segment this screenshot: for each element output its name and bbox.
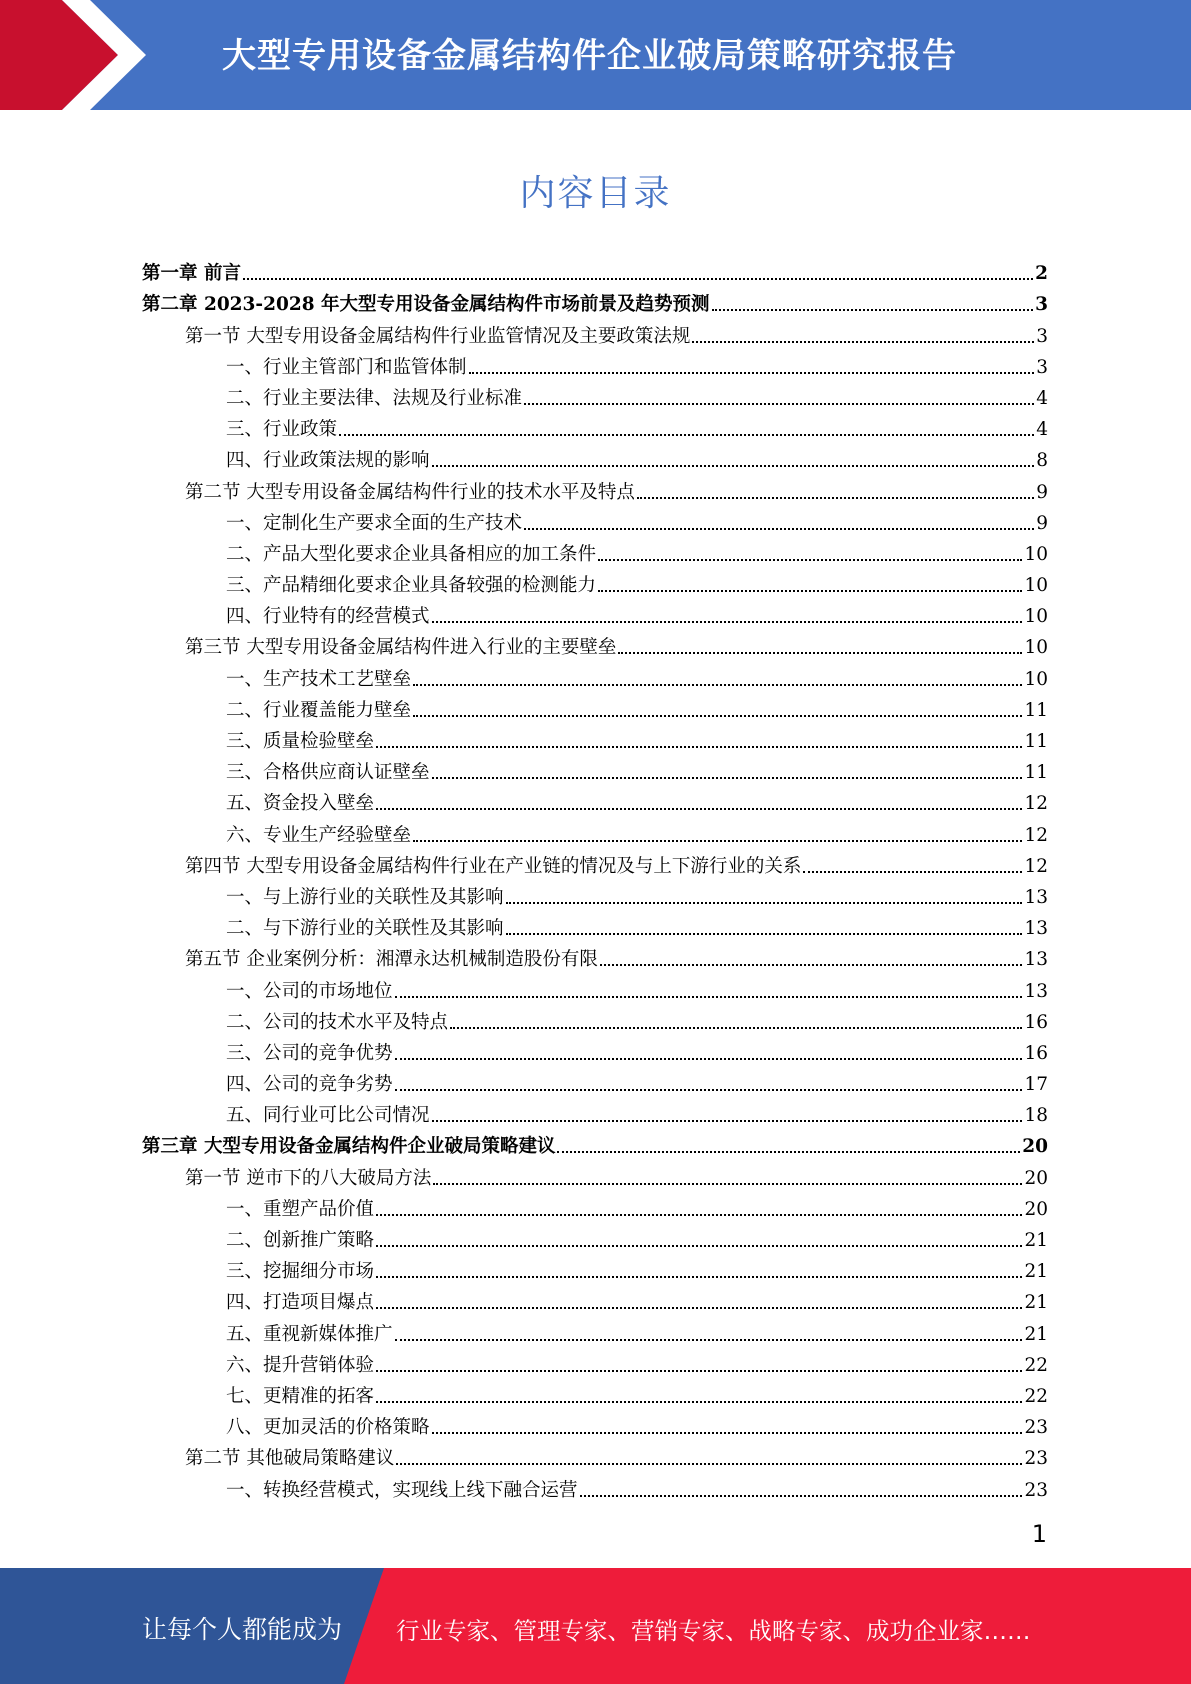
header-banner — [0, 0, 1191, 110]
toc-entry[interactable] — [142, 722, 1048, 753]
toc-entry-title: 第二章 2023-2028 年大型专用设备金属结构件市场前景及趋势预测 — [142, 294, 710, 316]
toc-entry-page: 10 — [1024, 637, 1048, 659]
toc-entry[interactable] — [142, 566, 1048, 597]
toc-entry[interactable] — [142, 1439, 1048, 1470]
toc-entry[interactable] — [142, 1314, 1048, 1345]
toc-dot-leader — [376, 1400, 1022, 1403]
toc-dot-leader — [432, 464, 1035, 467]
toc-entry-page: 18 — [1024, 1105, 1048, 1127]
toc-entry-title: 第四节 大型专用设备金属结构件行业在产业链的情况及与上下游行业的关系 — [185, 855, 802, 877]
toc-entry-title: 三、产品精细化要求企业具备较强的检测能力 — [226, 575, 597, 597]
toc-entry-page: 22 — [1024, 1385, 1048, 1407]
toc-entry-title: 一、行业主管部门和监管体制 — [226, 356, 467, 378]
toc-entry-page: 11 — [1024, 731, 1048, 752]
toc-entry-page: 2 — [1035, 263, 1048, 285]
toc-entry[interactable] — [142, 847, 1048, 878]
toc-dot-leader — [580, 1494, 1023, 1497]
toc-entry-title: 二、公司的技术水平及特点 — [226, 1011, 449, 1033]
toc-entry[interactable] — [142, 316, 1048, 347]
toc-dot-leader — [600, 963, 1023, 966]
toc-entry[interactable] — [142, 472, 1048, 503]
toc-entry-title: 六、提升营销体验 — [226, 1354, 375, 1376]
toc-entry-title: 一、重塑产品价值 — [226, 1198, 375, 1220]
toc-dot-leader — [376, 807, 1022, 810]
toc-entry-page: 12 — [1024, 855, 1048, 877]
footer-slogan-right: 行业专家、管理专家、营销专家、战略专家、成功企业家…… — [396, 1617, 1031, 1645]
toc-dot-leader — [413, 683, 1022, 686]
toc-entry-title: 一、定制化生产要求全面的生产技术 — [226, 512, 523, 534]
toc-dot-leader — [395, 1057, 1023, 1060]
table-of-contents — [142, 254, 1048, 1502]
toc-entry-page: 23 — [1024, 1448, 1048, 1470]
toc-entry-page: 20 — [1022, 1136, 1048, 1158]
toc-entry-page: 9 — [1036, 512, 1048, 534]
toc-entry[interactable] — [142, 691, 1048, 722]
toc-entry-page: 13 — [1024, 949, 1048, 971]
toc-entry-title: 第二节 大型专用设备金属结构件行业的技术水平及特点 — [185, 481, 635, 503]
toc-entry[interactable] — [142, 1127, 1048, 1158]
toc-dot-leader — [413, 839, 1022, 842]
toc-entry-title: 四、行业政策法规的影响 — [226, 450, 430, 472]
toc-entry[interactable] — [142, 1252, 1048, 1283]
toc-entry[interactable] — [142, 1096, 1048, 1127]
toc-entry-title: 二、行业主要法律、法规及行业标准 — [226, 387, 523, 409]
toc-entry-page: 20 — [1024, 1167, 1048, 1189]
toc-entry-title: 三、公司的竞争优势 — [226, 1042, 393, 1064]
report-title: 大型专用设备金属结构件企业破局策略研究报告 — [222, 36, 957, 76]
toc-entry[interactable] — [142, 1065, 1048, 1096]
toc-entry-title: 四、打造项目爆点 — [226, 1292, 375, 1314]
toc-entry-page: 10 — [1024, 668, 1048, 690]
toc-entry-page: 8 — [1036, 450, 1048, 472]
toc-entry-page: 10 — [1024, 543, 1048, 565]
toc-entry-page: 22 — [1024, 1354, 1048, 1376]
toc-entry-title: 二、产品大型化要求企业具备相应的加工条件 — [226, 543, 597, 565]
toc-entry-title: 六、专业生产经验壁垒 — [226, 824, 412, 846]
page-number: 1 — [1031, 1520, 1047, 1548]
toc-entry-title: 第五节 企业案例分析：湘潭永达机械制造股份有限 — [185, 949, 598, 971]
toc-entry[interactable] — [142, 815, 1048, 846]
toc-entry[interactable] — [142, 1408, 1048, 1439]
toc-dot-leader — [557, 1150, 1020, 1153]
toc-dot-leader — [712, 308, 1034, 311]
footer-banner — [0, 1568, 1191, 1684]
toc-dot-leader — [433, 1182, 1022, 1185]
toc-dot-leader — [396, 1462, 1022, 1465]
toc-dot-leader — [376, 1213, 1022, 1216]
toc-entry-page: 13 — [1024, 918, 1048, 940]
toc-entry-page: 13 — [1024, 980, 1048, 1002]
toc-dot-leader — [598, 558, 1022, 561]
toc-dot-leader — [469, 371, 1035, 374]
toc-dot-leader — [637, 496, 1034, 499]
toc-entry-page: 13 — [1024, 886, 1048, 908]
toc-dot-leader — [243, 277, 1033, 280]
toc-entry[interactable] — [142, 504, 1048, 535]
toc-entry-page: 21 — [1024, 1230, 1048, 1251]
toc-entry[interactable] — [142, 909, 1048, 940]
toc-dot-leader — [692, 340, 1034, 343]
toc-dot-leader — [376, 1275, 1022, 1278]
toc-dot-leader — [376, 745, 1022, 748]
toc-entry-page: 11 — [1024, 762, 1048, 784]
toc-entry-title: 二、与下游行业的关联性及其影响 — [226, 918, 504, 940]
toc-entry-title: 七、更精准的拓客 — [226, 1385, 375, 1407]
toc-entry-title: 一、公司的市场地位 — [226, 980, 393, 1002]
toc-dot-leader — [506, 901, 1023, 904]
toc-dot-leader — [395, 995, 1023, 998]
toc-entry-page: 23 — [1024, 1479, 1048, 1501]
toc-dot-leader — [450, 1026, 1022, 1029]
toc-entry-page: 23 — [1024, 1417, 1048, 1439]
toc-entry-title: 三、行业政策 — [226, 419, 338, 441]
toc-entry-title: 二、行业覆盖能力壁垒 — [226, 699, 412, 721]
toc-dot-leader — [618, 651, 1022, 654]
toc-entry-page: 10 — [1024, 606, 1048, 628]
toc-dot-leader — [432, 776, 1023, 779]
toc-dot-leader — [432, 1119, 1023, 1122]
toc-entry-title: 第一章 前言 — [142, 263, 241, 285]
toc-entry-title: 三、合格供应商认证壁垒 — [226, 762, 430, 784]
toc-entry-title: 五、资金投入壁垒 — [226, 793, 375, 815]
toc-dot-leader — [524, 402, 1034, 405]
toc-entry-title: 二、创新推广策略 — [226, 1230, 375, 1251]
toc-entry-page: 21 — [1024, 1323, 1048, 1345]
toc-entry-title: 一、生产技术工艺壁垒 — [226, 668, 412, 690]
toc-entry-page: 20 — [1024, 1198, 1048, 1220]
toc-entry-page: 3 — [1036, 325, 1048, 347]
toc-dot-leader — [413, 714, 1022, 717]
toc-entry-title: 第一节 逆市下的八大破局方法 — [185, 1167, 432, 1189]
toc-entry[interactable] — [142, 1346, 1048, 1377]
toc-entry[interactable] — [142, 1158, 1048, 1189]
toc-dot-leader — [376, 1306, 1022, 1309]
toc-entry-page: 4 — [1036, 387, 1048, 409]
toc-entry-page: 21 — [1024, 1292, 1048, 1314]
toc-entry[interactable] — [142, 1190, 1048, 1221]
toc-entry[interactable] — [142, 535, 1048, 566]
toc-entry-title: 第二节 其他破局策略建议 — [185, 1448, 395, 1470]
toc-entry-title: 四、行业特有的经营模式 — [226, 606, 430, 628]
toc-dot-leader — [524, 527, 1034, 530]
toc-entry-page: 11 — [1024, 699, 1048, 721]
toc-dot-leader — [598, 589, 1022, 592]
toc-entry-title: 八、更加灵活的价格策略 — [226, 1417, 430, 1439]
toc-entry-title: 三、质量检验壁垒 — [226, 731, 375, 752]
toc-entry-page: 21 — [1024, 1261, 1048, 1283]
toc-dot-leader — [395, 1088, 1023, 1091]
toc-entry-title: 五、同行业可比公司情况 — [226, 1105, 430, 1127]
toc-entry[interactable] — [142, 379, 1048, 410]
toc-entry-page: 12 — [1024, 793, 1048, 815]
toc-dot-leader — [376, 1244, 1022, 1247]
toc-entry-title: 四、公司的竞争劣势 — [226, 1074, 393, 1096]
toc-entry[interactable] — [142, 597, 1048, 628]
contents-heading: 内容目录 — [519, 173, 672, 214]
toc-entry[interactable] — [142, 940, 1048, 971]
toc-entry-page: 3 — [1035, 294, 1048, 316]
toc-entry[interactable] — [142, 784, 1048, 815]
toc-entry[interactable] — [142, 1283, 1048, 1314]
toc-entry-page: 10 — [1024, 575, 1048, 597]
toc-entry[interactable] — [142, 753, 1048, 784]
toc-entry[interactable] — [142, 285, 1048, 316]
toc-entry-title: 第三节 大型专用设备金属结构件进入行业的主要壁垒 — [185, 637, 617, 659]
toc-dot-leader — [506, 932, 1023, 935]
toc-dot-leader — [432, 1431, 1023, 1434]
toc-entry-title: 三、挖掘细分市场 — [226, 1261, 375, 1283]
toc-entry-page: 17 — [1024, 1074, 1048, 1096]
toc-entry-page: 4 — [1036, 419, 1048, 441]
toc-dot-leader — [432, 620, 1023, 623]
toc-entry[interactable] — [142, 410, 1048, 441]
toc-entry-page: 9 — [1036, 481, 1048, 503]
toc-entry[interactable] — [142, 1221, 1048, 1252]
footer-slogan-left: 让每个人都能成为 — [142, 1615, 343, 1644]
toc-entry[interactable] — [142, 254, 1048, 285]
toc-entry[interactable] — [142, 1470, 1048, 1501]
toc-entry-page: 16 — [1024, 1011, 1048, 1033]
toc-entry-page: 16 — [1024, 1042, 1048, 1064]
toc-entry-title: 第一节 大型专用设备金属结构件行业监管情况及主要政策法规 — [185, 325, 691, 347]
toc-entry-page: 3 — [1036, 356, 1048, 378]
toc-entry[interactable] — [142, 878, 1048, 909]
toc-dot-leader — [803, 870, 1022, 873]
toc-dot-leader — [395, 1338, 1023, 1341]
toc-entry-title: 第三章 大型专用设备金属结构件企业破局策略建议 — [142, 1136, 556, 1158]
toc-entry[interactable] — [142, 628, 1048, 659]
toc-entry[interactable] — [142, 971, 1048, 1002]
toc-entry[interactable] — [142, 441, 1048, 472]
toc-entry-page: 12 — [1024, 824, 1048, 846]
toc-entry[interactable] — [142, 1377, 1048, 1408]
toc-dot-leader — [376, 1369, 1022, 1372]
toc-dot-leader — [339, 433, 1034, 436]
toc-entry-title: 一、转换经营模式，实现线上线下融合运营 — [226, 1479, 578, 1501]
toc-entry-title: 五、重视新媒体推广 — [226, 1323, 393, 1345]
toc-entry[interactable] — [142, 659, 1048, 690]
toc-entry[interactable] — [142, 1003, 1048, 1034]
toc-entry[interactable] — [142, 348, 1048, 379]
toc-entry[interactable] — [142, 1034, 1048, 1065]
toc-entry-title: 一、与上游行业的关联性及其影响 — [226, 886, 504, 908]
